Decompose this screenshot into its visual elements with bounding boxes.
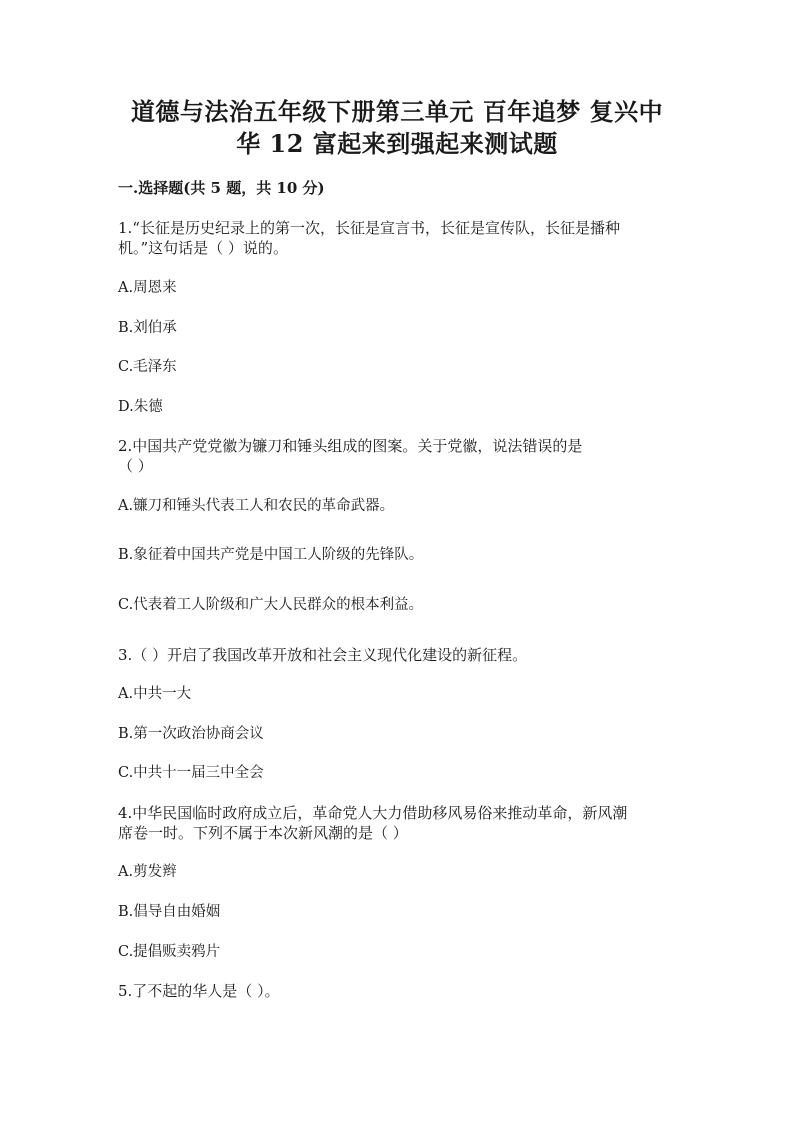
question-1-option-c: C.毛泽东	[118, 359, 177, 375]
question-2-stem-line-1: 2.中国共产党党徽为镰刀和锤头组成的图案。关于党徽，说法错误的是	[118, 437, 583, 455]
question-5-stem-line-1: 5.了不起的华人是（ ）。	[118, 982, 280, 1000]
question-2-option-b: B.象征着中国共产党是中国工人阶级的先锋队。	[118, 547, 424, 563]
question-2-option-a: A.镰刀和锤头代表工人和农民的革命武器。	[118, 498, 395, 514]
question-1-stem-line-2: 机。”这句话是（ ）说的。	[118, 239, 288, 257]
question-3-option-b: B.第一次政治协商会议	[118, 726, 264, 742]
document-title	[100, 96, 694, 160]
question-4-option-a: A.剪发辫	[118, 864, 177, 880]
question-2-option-c: C.代表着工人阶级和广大人民群众的根本利益。	[118, 597, 424, 613]
question-1-option-a: A.周恩来	[118, 280, 177, 296]
question-4-option-c: C.提倡贩卖鸦片	[118, 944, 221, 960]
question-3-stem-line-1: 3.（ ）开启了我国改革开放和社会主义现代化建设的新征程。	[118, 646, 528, 664]
question-1-option-d: D.朱德	[118, 399, 163, 415]
document-title-line-1: 道德与法治五年级下册第三单元 百年追梦 复兴中	[130, 97, 664, 126]
question-1-option-b: B.刘伯承	[118, 320, 177, 336]
question-3-option-c: C.中共十一届三中全会	[118, 765, 264, 781]
document-title-line-2: 华 12 富起来到强起来测试题	[236, 129, 558, 158]
question-4-stem-line-2: 席卷一时。下列不属于本次新风潮的是（ ）	[118, 824, 408, 842]
question-1-stem-line-1: 1.“长征是历史纪录上的第一次，长征是宣言书，长征是宣传队，长征是播种	[118, 219, 620, 237]
section-heading: 一.选择题(共 5 题，共 10 分)	[118, 179, 325, 197]
question-2-stem-line-2: （ ）	[118, 457, 153, 475]
question-4-stem-line-1: 4.中华民国临时政府成立后，革命党人大力借助移风易俗来推动革命，新风潮	[118, 804, 628, 822]
question-4-option-b: B.倡导自由婚姻	[118, 904, 221, 920]
question-3-option-a: A.中共一大	[118, 686, 192, 702]
